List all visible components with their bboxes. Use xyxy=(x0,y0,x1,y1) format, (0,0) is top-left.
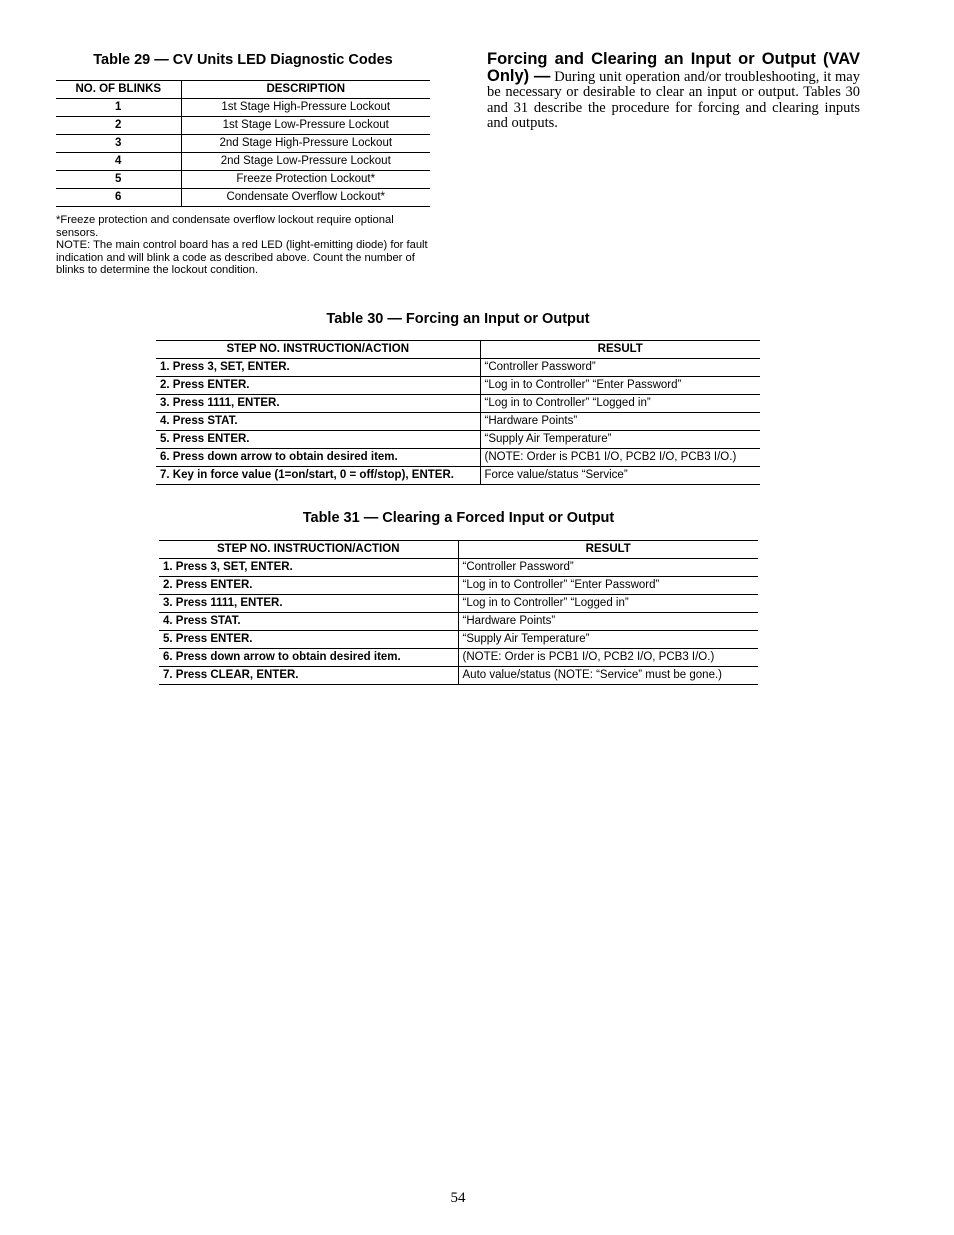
table-row xyxy=(156,431,760,449)
table29-header-blinks: NO. OF BLINKS xyxy=(56,81,181,99)
table-row xyxy=(56,171,430,189)
step-instruction: 2. Press ENTER. xyxy=(159,577,458,595)
table31-title: Table 31 — Clearing a Forced Input or Output xyxy=(302,510,615,526)
step-instruction: 1. Press 3, SET, ENTER. xyxy=(156,359,480,377)
table30-grid xyxy=(156,340,760,485)
step-result: Auto value/status (NOTE: “Service” must be gone.) xyxy=(458,667,758,685)
step-result: “Hardware Points” xyxy=(480,413,760,431)
step-instruction: 6. Press down arrow to obtain desired item. xyxy=(159,649,458,667)
blink-description: Freeze Protection Lockout* xyxy=(181,171,430,189)
forcing-body: During unit operation and/or troubleshooting, it may be necessary or desirable to clear an input or output. Tables 30 and 31 describe the procedure for forcing and clearing inputs and outputs. xyxy=(487,68,860,132)
table29 xyxy=(56,80,430,277)
blink-count: 2 xyxy=(56,117,181,135)
blink-description: 1st Stage High-Pressure Lockout xyxy=(181,99,430,117)
step-result: “Log in to Controller” “Enter Password” xyxy=(480,377,760,395)
table-row xyxy=(156,413,760,431)
step-result: “Log in to Controller” “Logged in” xyxy=(458,595,758,613)
table-row xyxy=(56,135,430,153)
table29-header-description: DESCRIPTION xyxy=(181,81,430,99)
table-row xyxy=(56,189,430,207)
step-result: “Log in to Controller” “Logged in” xyxy=(480,395,760,413)
table-row xyxy=(159,631,758,649)
blink-description: 2nd Stage Low-Pressure Lockout xyxy=(181,153,430,171)
step-instruction: 3. Press 1111, ENTER. xyxy=(159,595,458,613)
table29-title: Table 29 — CV Units LED Diagnostic Codes xyxy=(93,52,393,68)
table-row xyxy=(56,153,430,171)
table30-header-result: RESULT xyxy=(480,341,760,359)
step-instruction: 7. Press CLEAR, ENTER. xyxy=(159,667,458,685)
step-result: (NOTE: Order is PCB1 I/O, PCB2 I/O, PCB3 I/O.) xyxy=(458,649,758,667)
table-row xyxy=(156,449,760,467)
table-row xyxy=(159,595,758,613)
table31-grid xyxy=(159,540,758,685)
table31-header-result: RESULT xyxy=(458,541,758,559)
table-row xyxy=(156,377,760,395)
blink-count: 4 xyxy=(56,153,181,171)
step-instruction: 2. Press ENTER. xyxy=(156,377,480,395)
table31-header-step: STEP NO. INSTRUCTION/ACTION xyxy=(159,541,458,559)
table-row xyxy=(56,99,430,117)
table-row xyxy=(159,667,758,685)
table-row xyxy=(56,117,430,135)
step-result: Force value/status “Service” xyxy=(480,467,760,485)
step-instruction: 4. Press STAT. xyxy=(159,613,458,631)
step-result: “Supply Air Temperature” xyxy=(458,631,758,649)
step-instruction: 5. Press ENTER. xyxy=(159,631,458,649)
blink-count: 3 xyxy=(56,135,181,153)
table29-grid xyxy=(56,80,430,207)
blink-description: 2nd Stage High-Pressure Lockout xyxy=(181,135,430,153)
table-row xyxy=(156,395,760,413)
table-row xyxy=(159,649,758,667)
step-result: “Controller Password” xyxy=(458,559,758,577)
table-row xyxy=(159,559,758,577)
table-row xyxy=(159,577,758,595)
table29-note: NOTE: The main control board has a red LED (light-emitting diode) for fault indication and will blink a code as described above. Count the number of blinks to determine the lockout condition. xyxy=(56,239,428,277)
forcing-section xyxy=(487,52,860,132)
table31 xyxy=(159,540,758,685)
step-instruction: 6. Press down arrow to obtain desired item. xyxy=(156,449,480,467)
table29-notes xyxy=(56,214,430,277)
step-result: “Log in to Controller” “Enter Password” xyxy=(458,577,758,595)
page-number: 54 xyxy=(450,1190,466,1206)
table29-header-row xyxy=(56,81,430,99)
table-row xyxy=(156,359,760,377)
step-instruction: 7. Key in force value (1=on/start, 0 = off/stop), ENTER. xyxy=(156,467,480,485)
table-row xyxy=(159,613,758,631)
table30-header-step: STEP NO. INSTRUCTION/ACTION xyxy=(156,341,480,359)
forcing-heading: Forcing and Clearing an Input or Output (VAV Only) — xyxy=(487,50,860,85)
blink-description: Condensate Overflow Lockout* xyxy=(181,189,430,207)
step-result: “Hardware Points” xyxy=(458,613,758,631)
table30 xyxy=(156,340,760,485)
step-result: “Supply Air Temperature” xyxy=(480,431,760,449)
step-result: (NOTE: Order is PCB1 I/O, PCB2 I/O, PCB3 I/O.) xyxy=(480,449,760,467)
table30-title: Table 30 — Forcing an Input or Output xyxy=(326,311,590,327)
forcing-paragraph xyxy=(487,52,860,132)
step-instruction: 5. Press ENTER. xyxy=(156,431,480,449)
step-instruction: 4. Press STAT. xyxy=(156,413,480,431)
table31-header-row xyxy=(159,541,758,559)
table-row xyxy=(156,467,760,485)
step-instruction: 1. Press 3, SET, ENTER. xyxy=(159,559,458,577)
blink-count: 1 xyxy=(56,99,181,117)
step-result: “Controller Password” xyxy=(480,359,760,377)
table29-footnote: *Freeze protection and condensate overflow lockout require optional sensors. xyxy=(56,214,394,239)
blink-count: 5 xyxy=(56,171,181,189)
blink-description: 1st Stage Low-Pressure Lockout xyxy=(181,117,430,135)
table30-header-row xyxy=(156,341,760,359)
step-instruction: 3. Press 1111, ENTER. xyxy=(156,395,480,413)
blink-count: 6 xyxy=(56,189,181,207)
